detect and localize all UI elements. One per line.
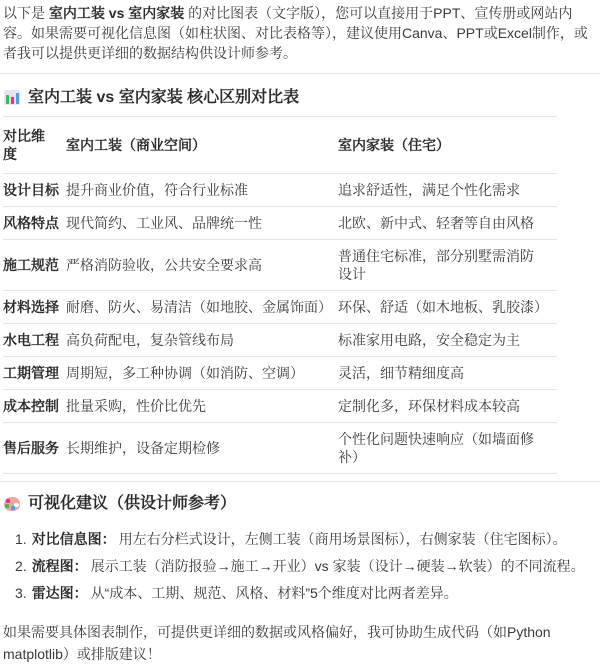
column-header-commercial: 室内工装（商业空间） xyxy=(66,117,338,174)
cell-commercial: 提升商业价值，符合行业标准 xyxy=(66,174,338,207)
comparison-table xyxy=(3,116,557,474)
cell-residential: 定制化多，环保材料成本较高 xyxy=(338,390,557,423)
bar-chart-icon-bar xyxy=(11,97,14,104)
palette-icon-dot xyxy=(5,504,9,508)
row-dimension: 水电工程 xyxy=(3,324,66,357)
cell-residential: 追求舒适性，满足个性化需求 xyxy=(338,174,557,207)
row-dimension: 施工规范 xyxy=(3,240,66,291)
cell-commercial: 高负荷配电，复杂管线布局 xyxy=(66,324,338,357)
intro-bold-segment: 室内工装 vs 室内家装 xyxy=(48,5,185,21)
section-divider xyxy=(0,481,600,482)
intro-paragraph xyxy=(3,3,596,63)
list-item-label: 对比信息图： xyxy=(31,531,116,547)
list-item-text: 用左右分栏式设计，左侧工装（商用场景图标），右侧家装（住宅图标）。 xyxy=(118,531,567,547)
table-row xyxy=(3,174,557,207)
table-row xyxy=(3,390,557,423)
list-item-number: 2. xyxy=(15,558,27,574)
bar-chart-icon-bar xyxy=(16,93,19,104)
table-row xyxy=(3,357,557,390)
cell-commercial: 批量采购，性价比优先 xyxy=(66,390,338,423)
section-divider xyxy=(0,73,600,74)
list-item-label: 流程图： xyxy=(31,558,88,574)
palette-icon xyxy=(4,497,20,511)
cell-commercial: 严格消防验收，公共安全要求高 xyxy=(66,240,338,291)
palette-icon-dot xyxy=(11,506,15,510)
cell-commercial: 现代简约、工业风、品牌统一性 xyxy=(66,207,338,240)
table-row xyxy=(3,423,557,474)
table-header-row xyxy=(3,117,557,174)
table-row xyxy=(3,324,557,357)
cell-residential: 标准家用电路，安全稳定为主 xyxy=(338,324,557,357)
cell-residential: 个性化问题快速响应（如墙面修补） xyxy=(338,423,557,474)
intro-text-segment: 的对比图表（文字版），您可以直接用于PPT、宣传册或网站内容。如果需要可视化信息图（如柱状图、对比表格等），建议使用Canva、PPT或Excel制作，或者我可以提供更详细的数据结构供设计师参考。 xyxy=(3,5,588,61)
table-row xyxy=(3,291,557,324)
list-item xyxy=(15,529,596,549)
bar-chart-icon xyxy=(4,90,20,105)
palette-icon-dot xyxy=(6,499,10,503)
cell-commercial: 耐磨、防火、易清洁（如地胶、金属饰面） xyxy=(66,291,338,324)
cell-residential: 普通住宅标准，部分别墅需消防设计 xyxy=(338,240,557,291)
list-item-number: 1. xyxy=(15,531,27,547)
list-item xyxy=(15,556,596,576)
suggestions-list xyxy=(3,529,596,603)
suggestions-title-text: 可视化建议（供设计师参考） xyxy=(28,495,237,512)
outro-paragraph: 如果需要具体图表制作，可提供更详细的数据或风格偏好，我可协助生成代码（如Python matplotlib）或排版建议！ xyxy=(3,624,551,662)
cell-commercial: 周期短，多工种协调（如消防、空调） xyxy=(66,357,338,390)
suggestions-section-title xyxy=(4,494,596,513)
column-header-residential: 室内家装（住宅） xyxy=(338,117,557,174)
list-item-number: 3. xyxy=(15,585,27,601)
table-row xyxy=(3,207,557,240)
list-item-label: 雷达图： xyxy=(31,585,88,601)
list-item xyxy=(15,583,596,603)
list-item-text: 从“成本、工期、规范、风格、材料”5个维度对比两者差异。 xyxy=(90,585,458,601)
cell-residential: 环保、舒适（如木地板、乳胶漆） xyxy=(338,291,557,324)
row-dimension: 风格特点 xyxy=(3,207,66,240)
comparison-section-title xyxy=(4,88,596,107)
row-dimension: 工期管理 xyxy=(3,357,66,390)
cell-residential: 北欧、新中式、轻奢等自由风格 xyxy=(338,207,557,240)
bar-chart-icon-bar xyxy=(6,95,9,104)
row-dimension: 售后服务 xyxy=(3,423,66,474)
column-header-dimension: 对比维度 xyxy=(3,117,66,174)
table-row xyxy=(3,240,557,291)
row-dimension: 成本控制 xyxy=(3,390,66,423)
cell-residential: 灵活，细节精细度高 xyxy=(338,357,557,390)
comparison-title-text: 室内工装 vs 室内家装 核心区别对比表 xyxy=(28,89,300,106)
intro-text-segment: 以下是 xyxy=(3,5,49,21)
row-dimension: 材料选择 xyxy=(3,291,66,324)
list-item-text: 展示工装（消防报验→施工→开业）vs 家装（设计→硬装→软装）的不同流程。 xyxy=(90,558,585,574)
row-dimension: 设计目标 xyxy=(3,174,66,207)
cell-commercial: 长期维护，设备定期检修 xyxy=(66,423,338,474)
